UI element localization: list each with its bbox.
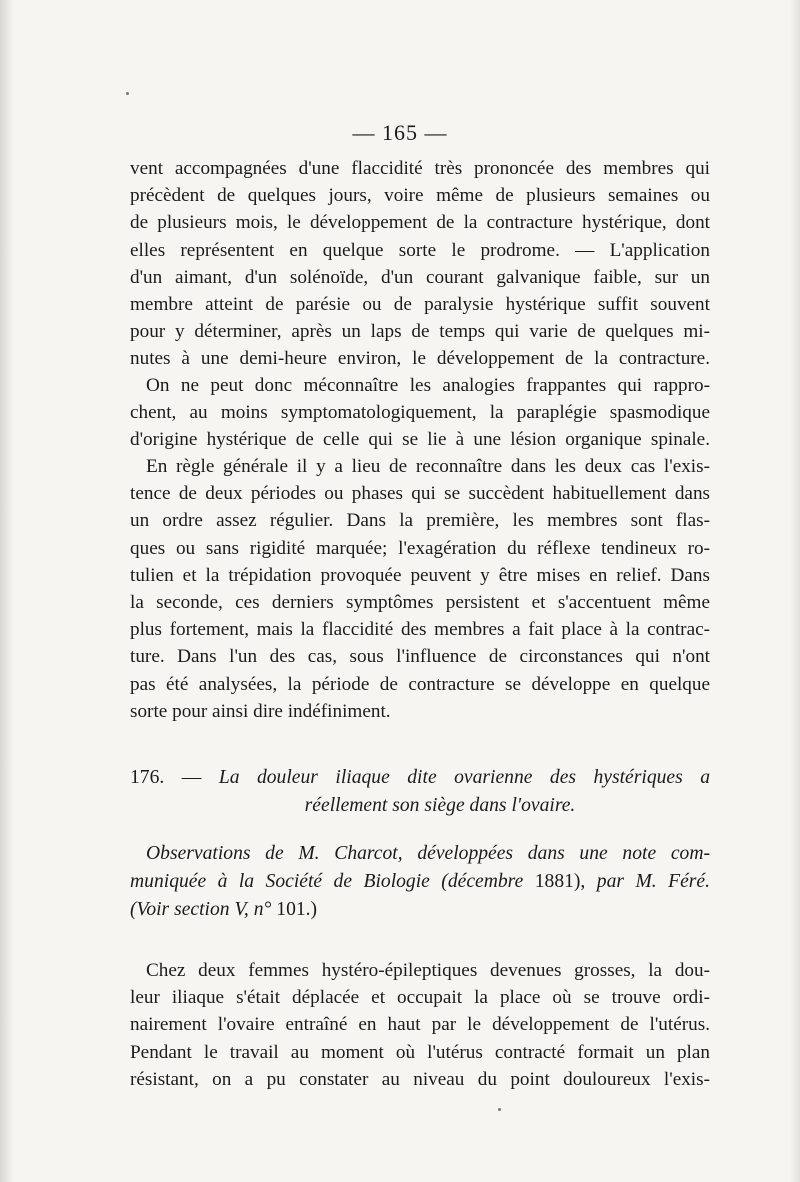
page-edge-shadow-left — [0, 0, 14, 1182]
page-number: — 165 — — [352, 120, 448, 145]
text-line: En règle générale il y a lieu de reconnaître dans les deux cas l'exis- — [146, 456, 710, 477]
observations-author: par M. Féré. — [596, 871, 711, 892]
text-line: Pendant le travail au moment où l'utérus contracté formait un plan — [130, 1041, 710, 1063]
observations-line-1: Observations de M. Charcot, développées dans une note com- — [146, 843, 710, 864]
text-line: ques ou sans rigidité marquée; l'exagération du réflexe tendineux ro- — [130, 537, 710, 559]
text-line: elles représentent en quelque sorte le prodrome. — L'application — [130, 239, 710, 261]
section-heading — [130, 764, 710, 820]
section-title-part-1: La douleur iliaque dite ovarienne des hystériques a — [218, 767, 710, 788]
text-line: tulien et la trépidation provoquée peuvent y être mises en relief. Dans — [130, 564, 710, 586]
paper-speck — [498, 1108, 501, 1111]
text-line: pour y déterminer, après un laps de temps qui varie de quelques mi- — [130, 321, 710, 343]
text-line: la seconde, ces derniers symptômes persistent et s'accentuent même — [130, 591, 710, 613]
text-line: membre atteint de parésie ou de paralysie hystérique suffit souvent — [130, 293, 710, 315]
text-line: résistant, on a pu constater au niveau du point douloureux l'exis- — [130, 1068, 710, 1090]
text-line: leur iliaque s'était déplacée et occupait la place où se trouve ordi- — [130, 987, 710, 1009]
observations-year: 1881), — [534, 871, 586, 892]
text-line: pas été analysées, la période de contracture se développe en quelque — [130, 673, 710, 695]
paragraph-3 — [130, 453, 710, 725]
section-title-part-2: réellement son siège dans l'ovaire. — [304, 795, 576, 816]
observations-reference-number: 101.) — [276, 899, 318, 920]
paragraph-1 — [130, 155, 710, 373]
text-line: tence de deux périodes ou phases qui se succèdent habituellement dans — [130, 483, 710, 505]
text-line: un ordre assez régulier. Dans la première, les membres sont flas- — [130, 510, 710, 532]
text-line: nutes à une demi-heure environ, le développement de la contracture. — [130, 348, 710, 370]
observations-reference: (Voir section V, n° — [130, 899, 272, 920]
text-line: vent accompagnées d'une flaccidité très prononcée des membres qui — [130, 158, 710, 179]
text-line: de plusieurs mois, le développement de la contracture hystérique, dont — [130, 212, 710, 234]
section-number: 176. — — [130, 767, 202, 788]
paragraph-2 — [130, 372, 710, 454]
page-edge-shadow-right — [790, 0, 800, 1182]
text-line: ture. Dans l'un des cas, sous l'influence de circonstances qui n'ont — [130, 646, 710, 668]
observations-line-3 — [130, 896, 710, 924]
observations-line-2 — [130, 868, 710, 896]
paragraph-4 — [130, 957, 710, 1093]
text-line: chent, au moins symptomatologiquement, la paraplégie spasmodique — [130, 402, 710, 424]
observations-note — [130, 840, 710, 924]
text-line: précèdent de quelques jours, voire même de plusieurs semaines ou — [130, 185, 710, 207]
observations-source: muniquée à la Société de Biologie (décembre — [130, 871, 524, 892]
section-heading-line-1 — [130, 764, 710, 792]
text-line: d'origine hystérique de celle qui se lie à une lésion organique spinale. — [130, 429, 710, 451]
text-line: sorte pour ainsi dire indéfiniment. — [130, 700, 391, 722]
text-line: Chez deux femmes hystéro-épileptiques devenues grosses, la dou- — [146, 960, 710, 981]
text-line: plus fortement, mais la flaccidité des membres a fait place à la contrac- — [130, 619, 710, 641]
text-line: nairement l'ovaire entraîné en haut par le développement de l'utérus. — [130, 1014, 710, 1036]
text-line: On ne peut donc méconnaître les analogies frappantes qui rappro- — [146, 375, 710, 396]
text-line: d'un aimant, d'un solénoïde, d'un courant galvanique faible, sur un — [130, 266, 710, 288]
paper-speck — [126, 92, 129, 95]
